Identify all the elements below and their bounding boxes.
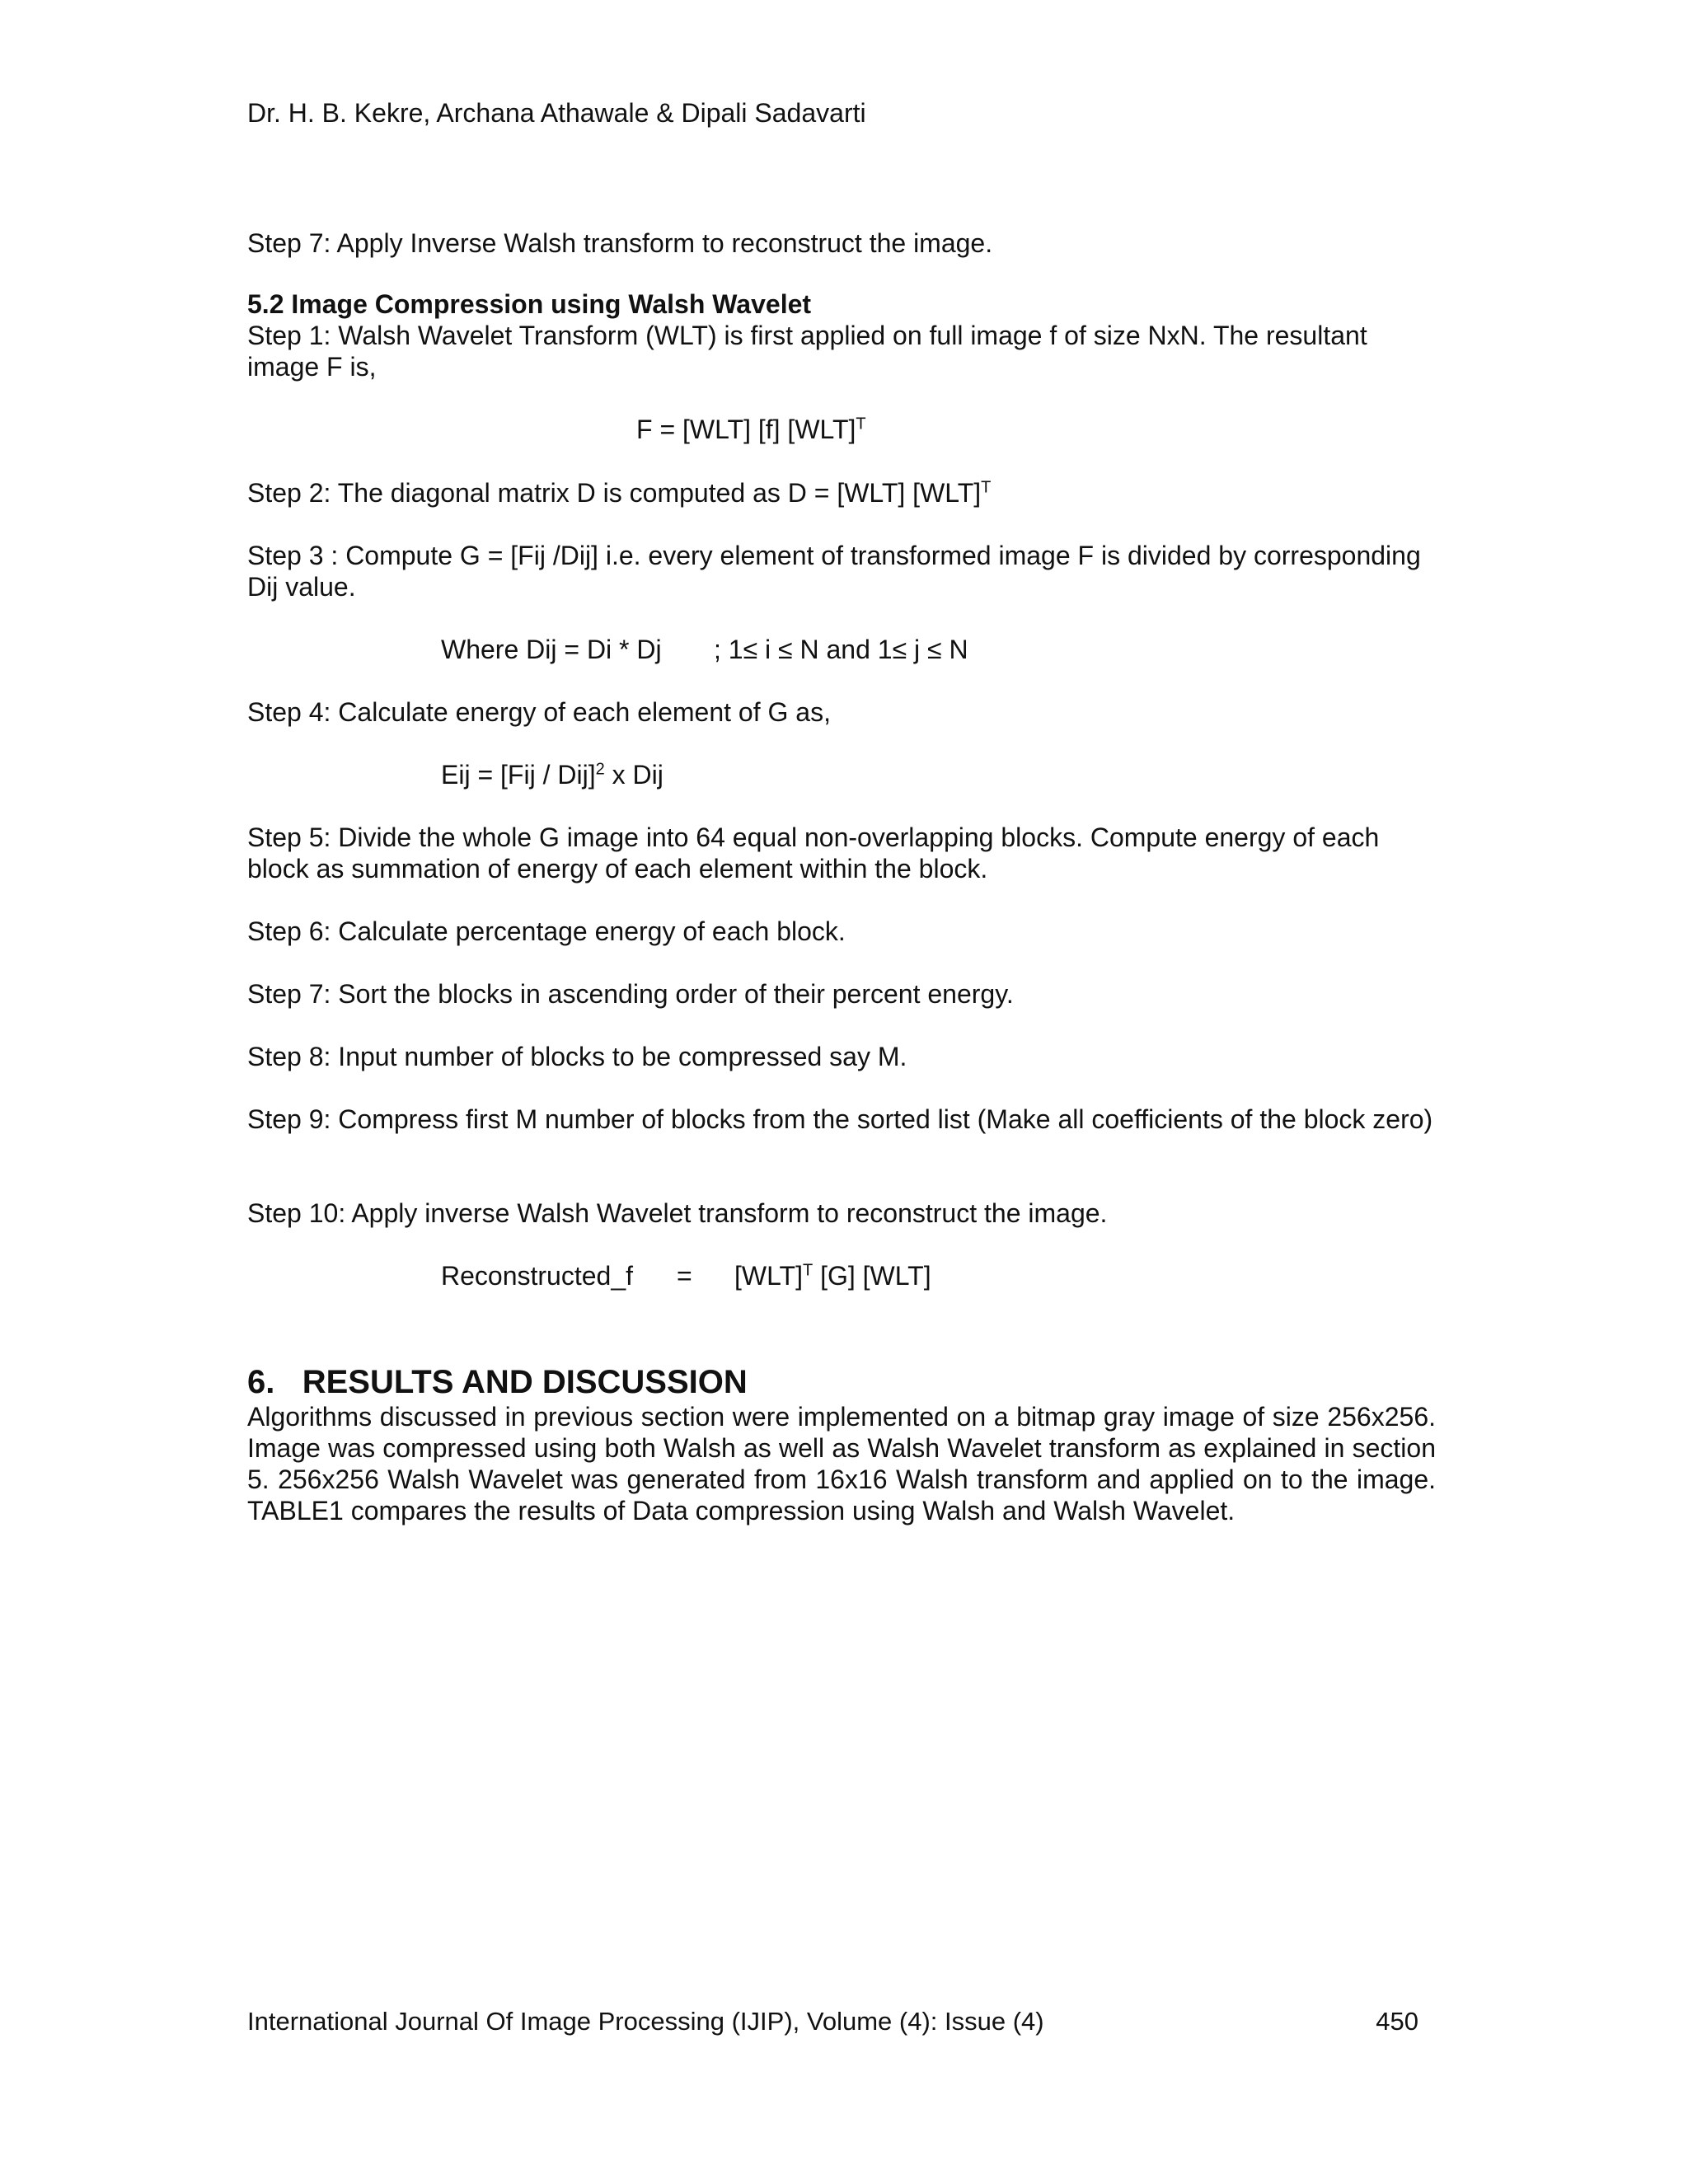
equation-energy-exponent: 2 bbox=[595, 760, 605, 779]
step7-paragraph: Step 7: Sort the blocks in ascending order of their percent energy. bbox=[247, 979, 1014, 1009]
reconstruction-rhs-tail: [G] [WLT] bbox=[813, 1261, 931, 1291]
step3-paragraph: Step 3 : Compute G = [Fij /Dij] i.e. every element of transformed image F is divided by corresponding Dij value. bbox=[247, 541, 1421, 602]
step2-paragraph bbox=[247, 477, 991, 509]
step9-paragraph: Step 9: Compress first M number of blocks from the sorted list (Make all coefficients of the block zero) bbox=[247, 1104, 1433, 1134]
reconstruction-rhs bbox=[734, 1260, 931, 1291]
reconstruction-lhs: Reconstructed_f bbox=[441, 1261, 634, 1291]
equation-F-text: F = [WLT] [f] [WLT] bbox=[636, 415, 856, 444]
running-header-authors: Dr. H. B. Kekre, Archana Athawale & Dipali Sadavarti bbox=[247, 98, 866, 128]
equation-F bbox=[636, 414, 866, 445]
reconstruction-rhs-superscript: T bbox=[802, 1261, 814, 1280]
step10-paragraph: Step 10: Apply inverse Walsh Wavelet transform to reconstruct the image. bbox=[247, 1198, 1108, 1228]
equation-F-superscript: T bbox=[856, 415, 866, 434]
section-6-body: Algorithms discussed in previous section were implemented on a bitmap gray image of size 256x256. Image was compressed using both Walsh as well as Walsh Wavelet transform as explained in section 5. 256x256 Walsh Wavelet was generated from 16x16 Walsh transform and applied on to the image. TABLE1 compares the results of Data compression using Walsh and Walsh Wavelet. bbox=[247, 1402, 1436, 1526]
step1-paragraph: Step 1: Walsh Wavelet Transform (WLT) is first applied on full image f of size NxN. The resultant image F is, bbox=[247, 321, 1367, 382]
step5-paragraph: Step 5: Divide the whole G image into 64 equal non-overlapping blocks. Compute energy of each block as summation of energy of each element within the block. bbox=[247, 823, 1380, 883]
footer-journal: International Journal Of Image Processing (IJIP), Volume (4): Issue (4) bbox=[247, 2007, 1044, 2036]
equation-energy-tail: x Dij bbox=[604, 760, 663, 790]
step2-superscript: T bbox=[981, 478, 992, 497]
step4-paragraph: Step 4: Calculate energy of each element of G as, bbox=[247, 697, 831, 727]
where-dij-lhs: Where Dij = Di * Dj bbox=[441, 635, 662, 664]
step7-inverse-walsh: Step 7: Apply Inverse Walsh transform to reconstruct the image. bbox=[247, 228, 993, 258]
equation-energy bbox=[441, 759, 663, 790]
section-6-heading: 6. RESULTS AND DISCUSSION bbox=[247, 1364, 748, 1400]
equation-energy-base: Eij = [Fij / Dij] bbox=[441, 760, 596, 790]
step8-paragraph: Step 8: Input number of blocks to be compressed say M. bbox=[247, 1042, 907, 1071]
footer-page-number: 450 bbox=[1376, 2007, 1418, 2036]
reconstruction-equals: = bbox=[677, 1261, 692, 1291]
reconstruction-rhs-wlt: [WLT] bbox=[734, 1261, 803, 1291]
section-5-2-heading: 5.2 Image Compression using Walsh Wavelet bbox=[247, 289, 812, 319]
step6-paragraph: Step 6: Calculate percentage energy of each block. bbox=[247, 916, 846, 946]
where-dij-range: ; 1≤ i ≤ N and 1≤ j ≤ N bbox=[714, 635, 968, 664]
step2-text: Step 2: The diagonal matrix D is computed as D = [WLT] [WLT] bbox=[247, 478, 982, 508]
